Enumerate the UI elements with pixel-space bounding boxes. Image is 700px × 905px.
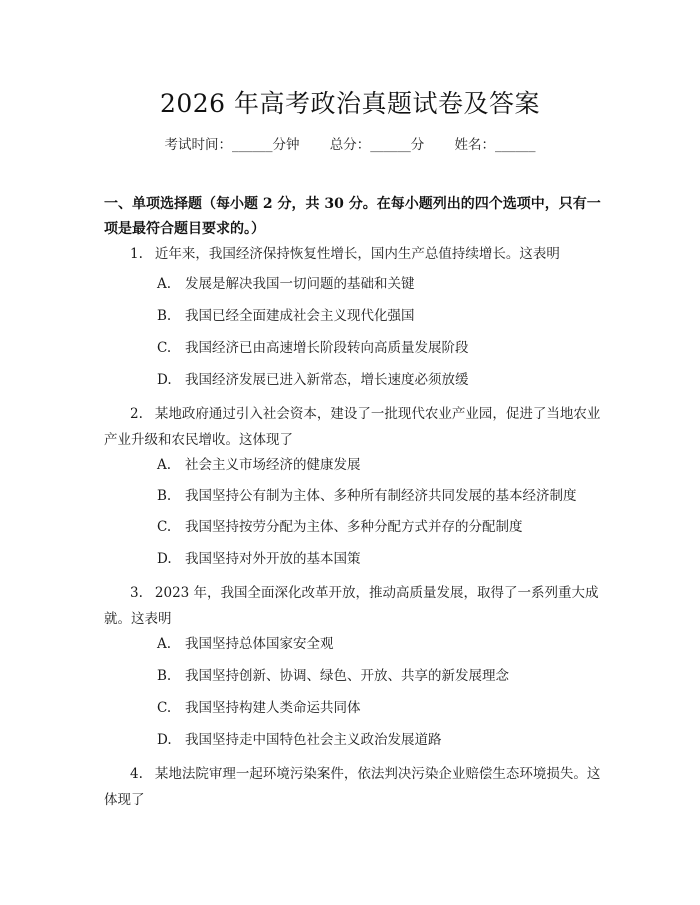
option-letter: A. — [157, 636, 172, 652]
section-heading: 一、单项选择题（每小题 2 分，共 30 分。在每小题列出的四个选项中，只有一项是最符合题目要求的。） — [104, 196, 601, 237]
question-number: 2. — [130, 406, 143, 422]
option-letter: A. — [157, 276, 172, 292]
student-name-field: 姓名：______ — [454, 137, 536, 153]
option-letter: B. — [157, 668, 172, 684]
question-1 — [104, 241, 604, 267]
question-number: 1. — [130, 246, 143, 262]
question-3 — [104, 580, 604, 632]
q3-option-b — [157, 666, 607, 686]
question-4 — [104, 761, 604, 813]
question-stem: 某地政府通过引入社会资本，建设了一批现代农业产业园，促进了当地农业产业升级和农民增收。这体现了 — [104, 406, 601, 448]
option-text: 我国已经全面建成社会主义现代化强国 — [185, 308, 415, 324]
option-letter: D. — [157, 551, 172, 567]
q1-option-b — [157, 306, 607, 326]
q1-option-d — [157, 370, 607, 390]
question-number: 4. — [130, 766, 143, 782]
option-text: 社会主义市场经济的健康发展 — [185, 457, 361, 473]
option-letter: B. — [157, 488, 172, 504]
q2-option-b — [157, 486, 607, 506]
q2-option-d — [157, 549, 607, 569]
page-title: 2026 年高考政治真题试卷及答案 — [159, 89, 541, 118]
question-stem: 近年来，我国经济保持恢复性增长，国内生产总值持续增长。这表明 — [154, 246, 560, 262]
option-text: 我国坚持总体国家安全观 — [185, 636, 334, 652]
total-score-field: 总分：______分 — [329, 137, 425, 153]
option-text: 我国坚持对外开放的基本国策 — [185, 551, 361, 567]
option-letter: A. — [157, 457, 172, 473]
option-letter: B. — [157, 308, 172, 324]
q3-option-c — [157, 698, 607, 718]
exam-meta — [0, 133, 700, 153]
option-letter: D. — [157, 732, 172, 748]
exam-time-field: 考试时间：______分钟 — [164, 137, 300, 153]
q2-option-c — [157, 517, 607, 537]
option-letter: D. — [157, 372, 172, 388]
option-text: 发展是解决我国一切问题的基础和关键 — [185, 276, 415, 292]
question-number: 3. — [130, 585, 143, 601]
question-stem: 某地法院审理一起环境污染案件，依法判决污染企业赔偿生态环境损失。这体现了 — [104, 766, 601, 808]
question-2 — [104, 401, 604, 453]
option-text: 我国经济发展已进入新常态，增长速度必须放缓 — [185, 372, 469, 388]
option-text: 我国坚持按劳分配为主体、多种分配方式并存的分配制度 — [185, 519, 523, 535]
option-letter: C. — [157, 340, 172, 356]
option-letter: C. — [157, 700, 172, 716]
option-text: 我国坚持公有制为主体、多种所有制经济共同发展的基本经济制度 — [185, 488, 577, 504]
q3-option-a — [157, 634, 607, 654]
q1-option-c — [157, 338, 607, 358]
q2-option-a — [157, 455, 607, 475]
option-text: 我国坚持创新、协调、绿色、开放、共享的新发展理念 — [185, 668, 509, 684]
option-text: 我国坚持构建人类命运共同体 — [185, 700, 361, 716]
q3-option-d — [157, 730, 607, 750]
q1-option-a — [157, 274, 607, 294]
option-letter: C. — [157, 519, 172, 535]
option-text: 我国经济已由高速增长阶段转向高质量发展阶段 — [185, 340, 469, 356]
question-stem: 2023 年，我国全面深化改革开放，推动高质量发展，取得了一系列重大成就。这表明 — [104, 585, 599, 627]
option-text: 我国坚持走中国特色社会主义政治发展道路 — [185, 732, 442, 748]
